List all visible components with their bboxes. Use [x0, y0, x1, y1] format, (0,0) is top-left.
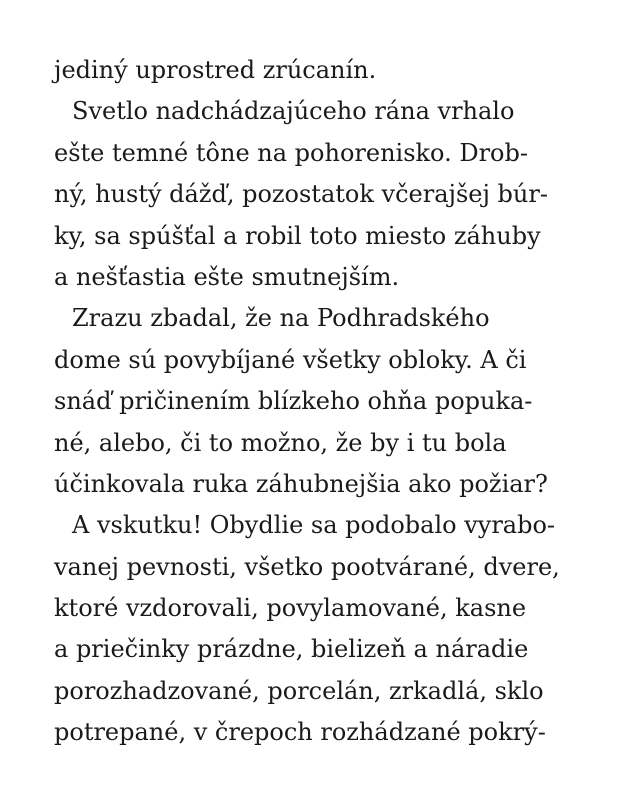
text-line: a nešťastia ešte smutnejším.	[54, 262, 400, 291]
text-line: potrepané, v črepoch rozhádzané pokrý-	[54, 718, 546, 747]
text-line: dome sú povybíjané všetky obloky. A či	[54, 345, 527, 374]
text-line: a priečinky prázdne, bielizeň a náradie	[54, 635, 529, 664]
paragraph-start-line: Zrazu zbadal, že na Podhradského	[72, 304, 490, 333]
text-line: ešte temné tône na pohorenisko. Drob-	[54, 138, 528, 167]
text-line: ný, hustý dážď, pozostatok včerajšej búr-	[54, 180, 548, 209]
paragraph-start-line: Svetlo nadchádzajúceho rána vrhalo	[72, 97, 515, 126]
text-line: vanej pevnosti, všetko pootvárané, dvere,	[54, 552, 560, 581]
text-line: jediný uprostred zrúcanín.	[54, 56, 377, 84]
text-line: ktoré vzdorovali, povylamované, kasne	[54, 594, 527, 623]
text-line: né, alebo, či to možno, že by i tu bola	[54, 428, 507, 457]
paragraph-start-line: A vskutku! Obydlie sa podobalo vyrabo-	[72, 511, 556, 540]
text-line: porozhadzované, porcelán, zrkadlá, sklo	[54, 676, 544, 705]
text-line: účinkovala ruka záhubnejšia ako požiar?	[54, 469, 548, 498]
text-line: ky, sa spúšťal a robil toto miesto záhuby	[54, 221, 541, 250]
text-line: snáď pričinením blízkeho ohňa popuka-	[54, 387, 533, 416]
